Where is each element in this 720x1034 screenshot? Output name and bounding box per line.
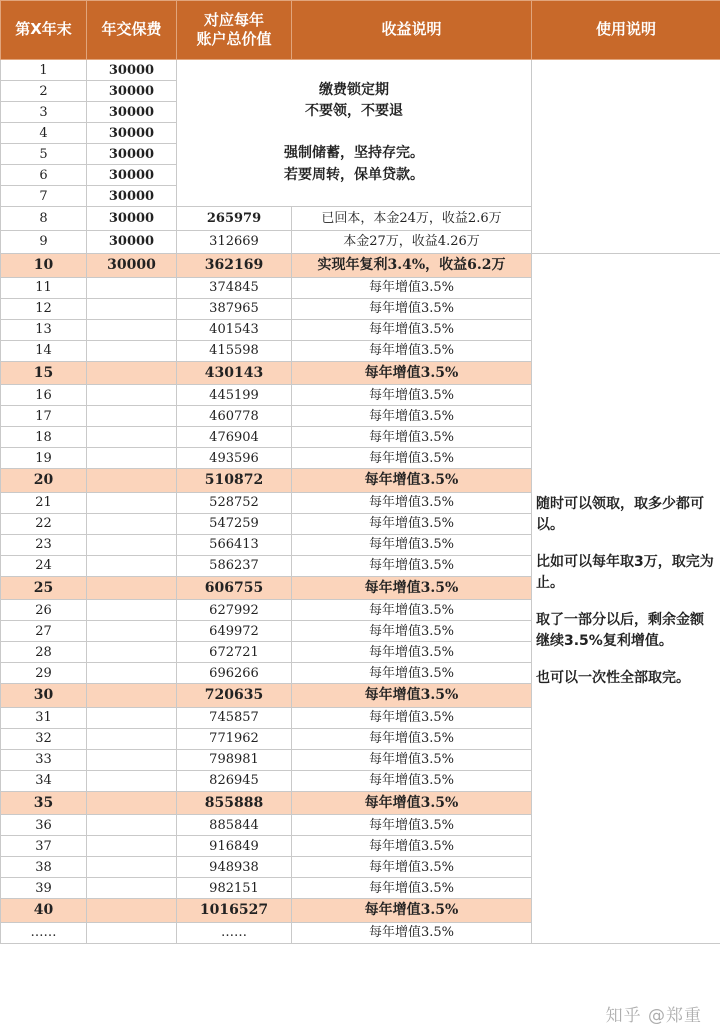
premium-cell: 30000	[87, 186, 177, 207]
premium-cell	[87, 684, 177, 708]
premium-cell	[87, 878, 177, 899]
income-note-cell: 每年增值3.5%	[292, 319, 532, 340]
account-value-cell: 430143	[177, 361, 292, 385]
account-value-cell: 547259	[177, 513, 292, 534]
account-value-cell: 745857	[177, 707, 292, 728]
income-note-cell: 每年增值3.5%	[292, 707, 532, 728]
year-cell: 37	[1, 836, 87, 857]
header-income: 收益说明	[292, 1, 532, 60]
year-cell: 14	[1, 340, 87, 361]
year-cell: 29	[1, 663, 87, 684]
account-value-cell: 672721	[177, 642, 292, 663]
year-cell: 36	[1, 815, 87, 836]
header-usage: 使用说明	[532, 1, 720, 60]
premium-cell	[87, 406, 177, 427]
premium-cell	[87, 576, 177, 600]
premium-cell	[87, 555, 177, 576]
premium-cell	[87, 621, 177, 642]
premium-cell	[87, 707, 177, 728]
account-value-cell: 948938	[177, 857, 292, 878]
header-year: 第X年末	[1, 1, 87, 60]
account-value-cell: 826945	[177, 770, 292, 791]
lock-note-line: 不要领，不要退	[305, 103, 403, 120]
premium-cell	[87, 361, 177, 385]
year-cell: 34	[1, 770, 87, 791]
premium-cell: 30000	[87, 144, 177, 165]
account-value-cell: 476904	[177, 427, 292, 448]
premium-cell: 30000	[87, 230, 177, 254]
income-note-cell: 已回本，本金24万，收益2.6万	[292, 207, 532, 231]
account-value-cell: 566413	[177, 534, 292, 555]
premium-cell	[87, 513, 177, 534]
account-value-cell: 387965	[177, 298, 292, 319]
income-note-cell: 每年增值3.5%	[292, 770, 532, 791]
premium-cell	[87, 448, 177, 469]
premium-cell	[87, 663, 177, 684]
year-cell: 1	[1, 60, 87, 81]
year-cell: 6	[1, 165, 87, 186]
table-row	[1, 60, 720, 81]
premium-cell: 30000	[87, 254, 177, 278]
income-note-cell: 每年增值3.5%	[292, 576, 532, 600]
year-cell: 2	[1, 81, 87, 102]
premium-cell	[87, 770, 177, 791]
premium-cell	[87, 298, 177, 319]
income-note-cell: 每年增值3.5%	[292, 857, 532, 878]
premium-cell: 30000	[87, 207, 177, 231]
income-note-cell: 每年增值3.5%	[292, 406, 532, 427]
usage-note-line: 比如可以每年取3万，取完为止。	[536, 554, 714, 591]
year-cell: 3	[1, 102, 87, 123]
account-value-cell: 312669	[177, 230, 292, 254]
year-cell: 4	[1, 123, 87, 144]
account-value-cell: 606755	[177, 576, 292, 600]
year-cell: 24	[1, 555, 87, 576]
account-value-cell: 415598	[177, 340, 292, 361]
income-note-cell: 每年增值3.5%	[292, 469, 532, 493]
account-value-cell: 460778	[177, 406, 292, 427]
year-cell: 20	[1, 469, 87, 493]
year-cell: 31	[1, 707, 87, 728]
year-cell: 15	[1, 361, 87, 385]
usage-blank	[532, 60, 720, 254]
year-cell: 30	[1, 684, 87, 708]
header-premium: 年交保费	[87, 1, 177, 60]
income-note-cell: 每年增值3.5%	[292, 277, 532, 298]
income-note-cell: 本金27万，收益4.26万	[292, 230, 532, 254]
year-cell: 5	[1, 144, 87, 165]
year-cell: 35	[1, 791, 87, 815]
premium-cell	[87, 815, 177, 836]
premium-cell	[87, 319, 177, 340]
premium-cell	[87, 857, 177, 878]
year-cell: 39	[1, 878, 87, 899]
premium-cell	[87, 642, 177, 663]
account-value-cell: 720635	[177, 684, 292, 708]
account-value-cell: 1016527	[177, 899, 292, 923]
income-note-cell: 每年增值3.5%	[292, 298, 532, 319]
lock-note-line: 强制储蓄，坚持存完。	[284, 145, 424, 161]
lock-note-line	[177, 123, 531, 143]
premium-cell: 30000	[87, 102, 177, 123]
premium-cell: 30000	[87, 123, 177, 144]
income-note-cell: 每年增值3.5%	[292, 728, 532, 749]
account-value-cell: ……	[177, 922, 292, 943]
income-note-cell: 每年增值3.5%	[292, 878, 532, 899]
premium-cell	[87, 899, 177, 923]
premium-cell: 30000	[87, 60, 177, 81]
account-value-cell: 627992	[177, 600, 292, 621]
year-cell: 21	[1, 492, 87, 513]
usage-note	[532, 254, 720, 944]
account-value-cell: 493596	[177, 448, 292, 469]
income-note-cell: 每年增值3.5%	[292, 534, 532, 555]
income-note-cell: 每年增值3.5%	[292, 361, 532, 385]
income-note-cell: 每年增值3.5%	[292, 815, 532, 836]
account-value-cell: 982151	[177, 878, 292, 899]
year-cell: 23	[1, 534, 87, 555]
account-value-cell: 885844	[177, 815, 292, 836]
account-value-cell: 445199	[177, 385, 292, 406]
account-value-cell: 855888	[177, 791, 292, 815]
income-note-cell: 每年增值3.5%	[292, 684, 532, 708]
premium-cell	[87, 277, 177, 298]
year-cell: 13	[1, 319, 87, 340]
income-note-cell: 每年增值3.5%	[292, 621, 532, 642]
year-cell: 22	[1, 513, 87, 534]
year-cell: 11	[1, 277, 87, 298]
year-cell: 8	[1, 207, 87, 231]
premium-cell	[87, 600, 177, 621]
year-cell: 7	[1, 186, 87, 207]
premium-cell	[87, 385, 177, 406]
income-note-cell: 每年增值3.5%	[292, 340, 532, 361]
premium-cell: 30000	[87, 165, 177, 186]
income-note-cell: 每年增值3.5%	[292, 642, 532, 663]
income-note-cell: 每年增值3.5%	[292, 448, 532, 469]
year-cell: 40	[1, 899, 87, 923]
premium-cell	[87, 836, 177, 857]
year-cell: 12	[1, 298, 87, 319]
income-note-cell: 每年增值3.5%	[292, 922, 532, 943]
premium-cell	[87, 427, 177, 448]
premium-cell	[87, 492, 177, 513]
income-note-cell: 每年增值3.5%	[292, 749, 532, 770]
income-note-cell: 每年增值3.5%	[292, 385, 532, 406]
premium-cell	[87, 469, 177, 493]
income-note-cell: 每年增值3.5%	[292, 427, 532, 448]
account-value-cell: 586237	[177, 555, 292, 576]
year-cell: 18	[1, 427, 87, 448]
income-note-cell: 每年增值3.5%	[292, 899, 532, 923]
table-row	[1, 254, 720, 278]
income-note-cell: 每年增值3.5%	[292, 663, 532, 684]
year-cell: 26	[1, 600, 87, 621]
premium-cell	[87, 791, 177, 815]
income-note-cell: 实现年复利3.4%，收益6.2万	[292, 254, 532, 278]
lock-note-line: 缴费锁定期	[319, 81, 389, 98]
header-value: 对应每年 账户总价值	[177, 1, 292, 60]
account-value-cell: 798981	[177, 749, 292, 770]
income-note-cell: 每年增值3.5%	[292, 513, 532, 534]
year-cell: 27	[1, 621, 87, 642]
premium-cell	[87, 749, 177, 770]
year-cell: 38	[1, 857, 87, 878]
premium-cell	[87, 922, 177, 943]
year-cell: 17	[1, 406, 87, 427]
usage-note-line: 随时可以领取，取多少都可以。	[536, 496, 704, 533]
account-value-cell: 696266	[177, 663, 292, 684]
income-note-cell: 每年增值3.5%	[292, 836, 532, 857]
usage-note-line: 也可以一次性全部取完。	[536, 670, 690, 686]
header-row	[1, 1, 720, 60]
watermark: 知乎 @郑重	[605, 1006, 702, 1026]
income-note-cell: 每年增值3.5%	[292, 791, 532, 815]
account-value-cell: 265979	[177, 207, 292, 231]
premium-cell	[87, 728, 177, 749]
year-cell: 9	[1, 230, 87, 254]
year-cell: 32	[1, 728, 87, 749]
income-note-cell: 每年增值3.5%	[292, 555, 532, 576]
account-value-cell: 771962	[177, 728, 292, 749]
account-value-cell: 401543	[177, 319, 292, 340]
year-cell: 16	[1, 385, 87, 406]
lock-period-note	[177, 60, 532, 207]
year-cell: 28	[1, 642, 87, 663]
account-value-cell: 916849	[177, 836, 292, 857]
premium-cell: 30000	[87, 81, 177, 102]
year-cell: 19	[1, 448, 87, 469]
premium-cell	[87, 340, 177, 361]
year-cell: 10	[1, 254, 87, 278]
income-note-cell: 每年增值3.5%	[292, 492, 532, 513]
account-value-cell: 510872	[177, 469, 292, 493]
account-value-cell: 649972	[177, 621, 292, 642]
premium-cell	[87, 534, 177, 555]
account-value-cell: 528752	[177, 492, 292, 513]
income-note-cell: 每年增值3.5%	[292, 600, 532, 621]
year-cell: 33	[1, 749, 87, 770]
year-cell: ……	[1, 922, 87, 943]
account-value-cell: 362169	[177, 254, 292, 278]
usage-note-line: 取了一部分以后，剩余金额继续3.5%复利增值。	[536, 612, 704, 649]
lock-note-line: 若要周转，保单贷款。	[284, 166, 424, 183]
year-cell: 25	[1, 576, 87, 600]
account-value-cell: 374845	[177, 277, 292, 298]
